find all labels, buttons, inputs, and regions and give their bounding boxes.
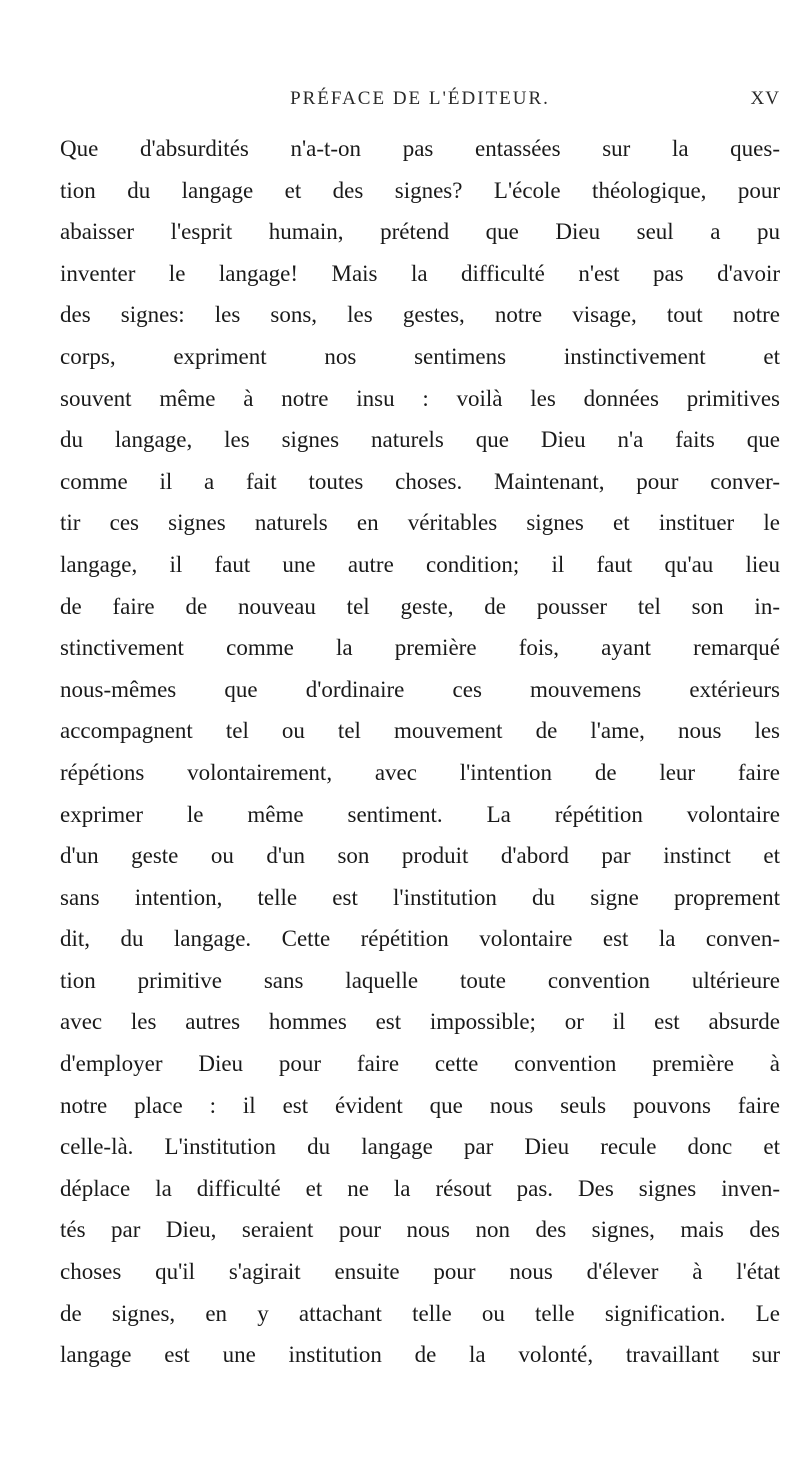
text-line: Que d'absurdités n'a-t-on pas entassées sur la ques- [60,136,780,161]
text-line: avec les autres hommes est impossible; or il est absurde [60,1009,780,1035]
text-line: corps, expriment nos sentimens instinctivement et [60,343,780,369]
text-line: nous-mêmes que d'ordinaire ces mouvemens extérieurs [60,676,780,702]
text-line: exprimer le même sentiment. La répétition volontaire [60,801,780,827]
page-number: XV [750,88,780,109]
text-line: stinctivement comme la première fois, ayant remarqué [60,635,780,661]
text-line: déplace la difficulté et ne la résout pas. Des signes inven- [60,1175,780,1201]
text-line: du langage, les signes naturels que Dieu n'a faits que [60,427,780,453]
body-paragraph [60,128,780,1376]
text-line: choses qu'il s'agirait ensuite pour nous d'élever à l'état [60,1259,780,1285]
text-line: dit, du langage. Cette répétition volontaire est la conven- [60,926,780,952]
text-line: d'employer Dieu pour faire cette convention première à [60,1051,780,1077]
running-head [60,88,780,118]
text-line: de signes, en y attachant telle ou telle signification. Le [60,1300,780,1326]
text-line: des signes: les sons, les gestes, notre visage, tout notre [60,302,780,328]
text-line: inventer le langage! Mais la difficulté n'est pas d'avoir [60,260,780,286]
running-title: PRÉFACE DE L'ÉDITEUR. [290,88,550,109]
text-line: tion du langage et des signes? L'école théologique, pour [60,177,780,203]
text-line: tion primitive sans laquelle toute convention ultérieure [60,967,780,993]
text-line: accompagnent tel ou tel mouvement de l'ame, nous les [60,718,780,744]
text-line: sans intention, telle est l'institution du signe proprement [60,884,780,910]
text-line: tés par Dieu, seraient pour nous non des signes, mais des [60,1217,780,1243]
text-line: celle-là. L'institution du langage par Dieu recule donc et [60,1134,780,1160]
text-line: langage est une institution de la volonté, travaillant sur [60,1342,780,1368]
text-line: langage, il faut une autre condition; il faut qu'au lieu [60,551,780,577]
text-line: souvent même à notre insu : voilà les données primitives [60,385,780,411]
text-line: d'un geste ou d'un son produit d'abord par instinct et [60,843,780,869]
text-line: abaisser l'esprit humain, prétend que Dieu seul a pu [60,219,780,245]
text-line: de faire de nouveau tel geste, de pousser tel son in- [60,593,780,619]
text-line: notre place : il est évident que nous seuls pouvons faire [60,1092,780,1118]
text-line: tir ces signes naturels en véritables signes et instituer le [60,510,780,536]
text-line: comme il a fait toutes choses. Maintenant, pour conver- [60,468,780,494]
text-line: répétions volontairement, avec l'intention de leur faire [60,759,780,785]
